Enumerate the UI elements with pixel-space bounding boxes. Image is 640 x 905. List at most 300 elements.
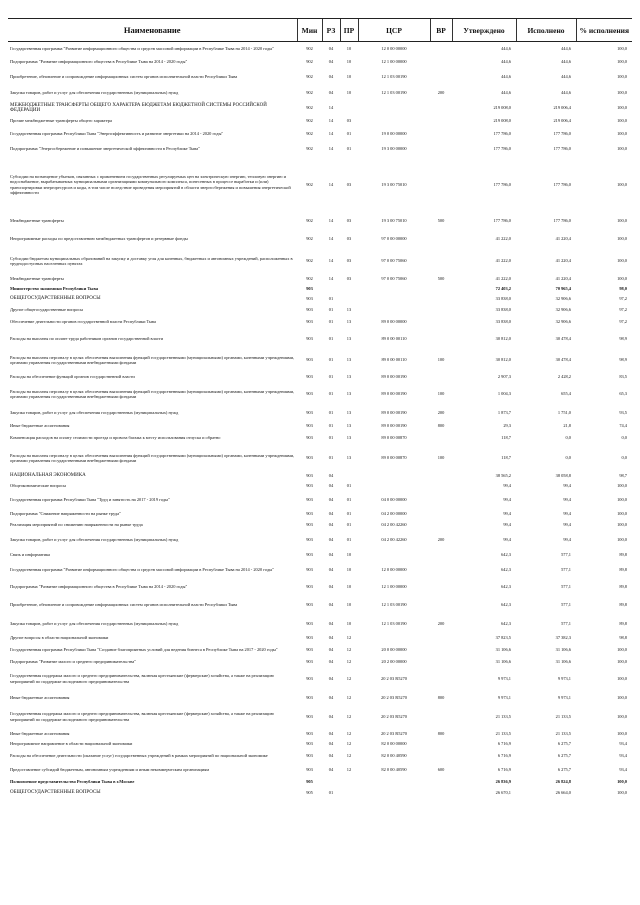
budget-table (8, 18, 632, 798)
cell-pr: 01 (346, 497, 352, 503)
cell-csr: 89 0 00 00190 (381, 422, 407, 428)
cell-name: Приобретение, обновление и сопровождение информационных систем органов исполнительной власти Республики Тыва (10, 602, 238, 608)
cell-name: МЕЖБЮДЖЕТНЫЕ ТРАНСФЕРТЫ ОБЩЕГО ХАРАКТЕРА БЮДЖЕТАМ БЮДЖЕТНОЙ СИСТЕМЫ РОССИЙСКОЙ ФЕДЕРАЦИИ (10, 102, 267, 113)
cell-executed: 37 382,3 (555, 634, 571, 640)
cell-vr (430, 633, 452, 643)
cell-vr (430, 230, 452, 248)
table-row (8, 116, 632, 127)
cell-csr: 82 0 00 40590 (381, 752, 407, 758)
cell-name: Связь и информатика (10, 552, 50, 558)
cell-csr (358, 305, 430, 315)
cell-percent: 100,0 (617, 118, 627, 124)
cell-name: Закупка товаров, работ и услуг для обеспечения государственных (муниципальных) нужд (10, 90, 179, 96)
table-row (8, 616, 632, 633)
cell-csr: 12 1 00 00000 (381, 583, 407, 589)
cell-csr (358, 101, 430, 116)
cell-approved: 31 106,6 (495, 658, 511, 664)
cell-percent: 100,0 (617, 497, 627, 503)
table-row (8, 739, 632, 749)
cell-name: Государственная поддержка малого и среднего предпринимательства, включая крестьянские (фермерские) хозяйства, а также на реализацию мероприятий по поддержке молодежного предпринимательства (10, 711, 274, 722)
cell-csr: 04 2 00 00000 (381, 511, 407, 517)
cell-pr: 01 (346, 483, 352, 489)
cell-name: Полномочное представительство Республики Тыва в г.Москве (10, 779, 135, 785)
cell-approved: 444,6 (501, 46, 511, 52)
cell-name: ОБЩЕГОСУДАРСТВЕННЫЕ ВОПРОСЫ (10, 296, 101, 302)
cell-executed: 177 786,0 (553, 181, 571, 187)
cell-approved: 219 008,0 (493, 105, 511, 111)
table-row (8, 157, 632, 213)
cell-percent: 89,8 (619, 552, 627, 558)
cell-pr: 01 (346, 522, 352, 528)
cell-name: Закупка товаров, работ и услуг для обеспечения государственных (муниципальных) нужд (10, 621, 179, 627)
cell-min: 902 (306, 105, 313, 111)
table-row (8, 248, 632, 275)
cell-name: Расходы на обеспечение деятельности (оказание услуг) государственных учреждений в рамках мероприятий по национальной экономике (10, 752, 268, 758)
cell-pr: 01 (346, 131, 352, 137)
cell-executed: 41 220,4 (555, 258, 571, 264)
cell-pr: 12 (346, 646, 352, 652)
cell-pr: 12 (346, 713, 352, 719)
cell-pr: 12 (346, 766, 352, 772)
cell-min: 903 (306, 422, 313, 428)
cell-rz: 04 (328, 566, 334, 572)
table-row (8, 561, 632, 579)
cell-executed: 577,1 (561, 552, 571, 558)
cell-vr (430, 116, 452, 127)
table-row (8, 729, 632, 739)
cell-rz: 14 (328, 181, 334, 187)
cell-rz: 14 (328, 218, 334, 224)
cell-percent: 0,0 (621, 455, 627, 461)
cell-approved: 21 133,5 (495, 730, 511, 736)
cell-pr: 10 (346, 74, 352, 80)
cell-percent: 100,0 (617, 46, 627, 52)
cell-min: 903 (306, 658, 313, 664)
cell-min: 903 (306, 602, 313, 608)
cell-min: 903 (306, 391, 313, 397)
cell-pr: 13 (346, 422, 352, 428)
cell-vr (430, 788, 452, 798)
cell-rz: 01 (328, 789, 334, 795)
cell-pr: 10 (346, 90, 352, 96)
cell-percent: 100,0 (617, 511, 627, 517)
cell-approved: 30 812,0 (495, 357, 511, 363)
cell-rz: 04 (328, 658, 334, 664)
cell-csr (358, 788, 430, 798)
cell-min: 903 (306, 336, 313, 342)
cell-percent: 100,0 (617, 218, 627, 224)
cell-min: 903 (306, 566, 313, 572)
cell-csr (358, 116, 430, 127)
cell-percent: 100,0 (617, 789, 627, 795)
cell-executed: 177 786,0 (553, 218, 571, 224)
cell-vr: 600 (437, 766, 445, 772)
cell-approved: 99,4 (503, 522, 511, 528)
cell-executed: 41 220,4 (555, 276, 571, 282)
cell-approved: 177 786,0 (493, 131, 511, 137)
cell-approved: 177 786,0 (493, 181, 511, 187)
cell-percent: 100,0 (617, 694, 627, 700)
cell-csr: 82 0 00 40590 (381, 766, 407, 772)
cell-approved: 21 133,5 (495, 713, 511, 719)
cell-min: 902 (306, 181, 313, 187)
cell-pr: 12 (346, 658, 352, 664)
cell-csr: 19 0 00 00000 (381, 131, 407, 137)
cell-rz: 04 (328, 740, 334, 746)
cell-min: 903 (306, 552, 313, 558)
cell-vr: 800 (437, 694, 445, 700)
cell-min: 903 (306, 646, 313, 652)
cell-approved: 642,3 (501, 583, 511, 589)
cell-executed: 21 133,5 (555, 713, 571, 719)
cell-min: 902 (306, 146, 313, 152)
cell-executed: 30 478,4 (555, 357, 571, 363)
cell-percent: 100,0 (617, 258, 627, 264)
cell-csr (358, 284, 430, 294)
cell-executed: 32 906,6 (555, 296, 571, 302)
cell-csr (358, 481, 430, 492)
header-pr: ПР (340, 19, 358, 42)
cell-approved: 38 565,2 (495, 472, 511, 478)
cell-approved: 72 403,2 (495, 285, 511, 291)
cell-percent: 97,2 (619, 306, 627, 312)
cell-executed: 444,6 (561, 59, 571, 65)
cell-min: 905 (306, 779, 313, 785)
cell-vr (430, 492, 452, 509)
cell-percent: 65,3 (619, 391, 627, 397)
cell-csr (358, 550, 430, 561)
cell-min: 902 (306, 131, 313, 137)
cell-vr: 800 (437, 730, 445, 736)
cell-min: 903 (306, 730, 313, 736)
cell-executed: 577,1 (561, 602, 571, 608)
cell-csr: 12 0 00 00000 (381, 566, 407, 572)
cell-executed: 99,4 (563, 537, 571, 543)
table-row (8, 349, 632, 372)
cell-executed: 444,6 (561, 90, 571, 96)
cell-vr: 500 (437, 276, 445, 282)
cell-vr: 500 (437, 218, 445, 224)
cell-csr (358, 777, 430, 788)
cell-executed: 219 006,4 (553, 118, 571, 124)
cell-percent: 100,0 (617, 105, 627, 111)
cell-vr: 200 (437, 90, 445, 96)
cell-executed: 41 220,4 (555, 235, 571, 241)
cell-percent: 100,0 (617, 235, 627, 241)
cell-percent: 98,8 (619, 634, 627, 640)
cell-rz: 04 (328, 74, 334, 80)
cell-approved: 219 008,0 (493, 118, 511, 124)
cell-pr: 13 (346, 455, 352, 461)
cell-pr: 03 (346, 181, 352, 187)
cell-name: Расходы на выплаты по оплате труда работников органов государственной власти (10, 336, 163, 342)
cell-vr (430, 284, 452, 294)
cell-csr: 89 0 00 00110 (381, 357, 407, 363)
table-row (8, 509, 632, 520)
cell-vr (430, 749, 452, 763)
table-row (8, 421, 632, 431)
cell-min: 903 (306, 522, 313, 528)
cell-csr: 89 0 00 00190 (381, 410, 407, 416)
table-row (8, 213, 632, 230)
cell-percent: 100,0 (617, 90, 627, 96)
cell-percent: 100,0 (617, 646, 627, 652)
cell-rz: 04 (328, 46, 334, 52)
cell-percent: 100,0 (617, 658, 627, 664)
cell-vr (430, 643, 452, 657)
cell-csr: 97 0 00 75060 (381, 258, 407, 264)
cell-rz: 04 (328, 694, 334, 700)
cell-name: Субсидии бюджетам муниципальных образований на закупку и доставку угля для казенных, бюджетных и автономных учреждений, расположенных в труднодоступных населенных пунктах (10, 255, 293, 266)
cell-vr: 200 (437, 410, 445, 416)
cell-rz: 04 (328, 511, 334, 517)
cell-min: 903 (306, 752, 313, 758)
cell-percent: 100,0 (617, 537, 627, 543)
cell-csr: 20 2 03 R5270 (381, 730, 407, 736)
cell-csr (358, 471, 430, 481)
cell-percent: 89,8 (619, 621, 627, 627)
cell-min: 903 (306, 713, 313, 719)
cell-rz: 01 (328, 410, 334, 416)
header-csr: ЦСР (358, 19, 430, 42)
cell-approved: 6 716,9 (497, 752, 511, 758)
cell-name: Закупка товаров, работ и услуг для обеспечения государственных (муниципальных) нужд (10, 410, 179, 416)
cell-min: 903 (306, 435, 313, 441)
cell-csr: 89 0 00 00190 (381, 374, 407, 380)
cell-percent: 100,0 (617, 730, 627, 736)
cell-pr: 10 (346, 621, 352, 627)
cell-percent: 98,0 (619, 285, 627, 291)
cell-executed: 577,1 (561, 583, 571, 589)
cell-name: Непрограммные расходы по предоставлению межбюджетных трансфертов и резервные фонды (10, 235, 188, 241)
cell-name: Государственная программа "Развитие информационного общества и средств массовой информации в Республике Тыва на 2014 - 2020 годы" (10, 566, 274, 572)
cell-pr: 12 (346, 730, 352, 736)
cell-vr (430, 667, 452, 691)
cell-min: 903 (306, 740, 313, 746)
cell-executed: 99,4 (563, 483, 571, 489)
cell-name: Компенсация расходов на оплату стоимости проезда и провоза багажа к месту использования отпуска и обратно (10, 435, 221, 441)
cell-vr (430, 657, 452, 667)
cell-approved: 31 106,6 (495, 646, 511, 652)
cell-approved: 29,3 (503, 422, 511, 428)
table-row (8, 579, 632, 595)
cell-percent: 89,8 (619, 583, 627, 589)
cell-percent: 100,0 (617, 74, 627, 80)
cell-vr (430, 248, 452, 275)
cell-min: 903 (306, 497, 313, 503)
cell-pr: 12 (346, 752, 352, 758)
cell-pr: 03 (346, 258, 352, 264)
cell-pr: 12 (346, 694, 352, 700)
cell-csr: 12 1 03 00190 (381, 621, 407, 627)
table-row (8, 705, 632, 729)
cell-pr: 10 (346, 46, 352, 52)
table-row (8, 691, 632, 705)
cell-min: 903 (306, 511, 313, 517)
cell-min: 903 (306, 483, 313, 489)
cell-vr (430, 42, 452, 56)
cell-min: 902 (306, 235, 313, 241)
cell-executed: 6 275,7 (557, 752, 571, 758)
cell-approved: 444,6 (501, 59, 511, 65)
cell-min: 903 (306, 537, 313, 543)
cell-approved: 41 222,0 (495, 258, 511, 264)
cell-vr: 100 (437, 357, 445, 363)
cell-name: Приобретение, обновление и сопровождение информационных систем органов исполнительной власти Республики Тыва (10, 74, 238, 80)
cell-pr: 03 (346, 276, 352, 282)
cell-approved: 37 823,5 (495, 634, 511, 640)
cell-pr: 13 (346, 336, 352, 342)
cell-rz: 01 (328, 422, 334, 428)
table-row (8, 492, 632, 509)
cell-approved: 9 973,1 (497, 675, 511, 681)
cell-approved: 9 973,1 (497, 694, 511, 700)
header-min: Мин (297, 19, 322, 42)
cell-rz: 04 (328, 497, 334, 503)
cell-min: 903 (306, 766, 313, 772)
cell-approved: 642,3 (501, 602, 511, 608)
cell-vr (430, 550, 452, 561)
cell-csr: 04 2 00 42260 (381, 537, 407, 543)
cell-approved: 177 786,0 (493, 218, 511, 224)
cell-executed: 0,0 (565, 455, 571, 461)
cell-executed: 31 106,6 (555, 646, 571, 652)
cell-csr: 12 0 00 00000 (381, 46, 407, 52)
cell-rz: 14 (328, 118, 334, 124)
cell-csr (358, 633, 430, 643)
cell-percent: 0,0 (621, 435, 627, 441)
cell-percent: 93,4 (619, 752, 627, 758)
cell-approved: 642,3 (501, 621, 511, 627)
cell-min: 903 (306, 285, 313, 291)
cell-csr: 12 1 03 00190 (381, 74, 407, 80)
table-row (8, 431, 632, 446)
cell-csr: 20 2 03 R5270 (381, 694, 407, 700)
cell-name: ОБЩЕГОСУДАРСТВЕННЫЕ ВОПРОСЫ (10, 789, 101, 795)
cell-approved: 33 838,0 (495, 296, 511, 302)
cell-name: Подпрограмма "Снижение напряженности на рынке труда" (10, 511, 121, 517)
cell-approved: 2 907,3 (497, 374, 511, 380)
table-row (8, 69, 632, 86)
cell-name: Общеэкономические вопросы (10, 483, 67, 489)
cell-vr (430, 142, 452, 157)
cell-rz: 01 (328, 455, 334, 461)
cell-name: Министерство экономики Республики Тыва (10, 285, 99, 291)
cell-pr: 13 (346, 410, 352, 416)
cell-name: Закупка товаров, работ и услуг для обеспечения государственных (муниципальных) нужд (10, 537, 179, 543)
cell-approved: 6 716,9 (497, 740, 511, 746)
cell-executed: 70 965,4 (555, 285, 571, 291)
cell-rz: 14 (328, 276, 334, 282)
table-row (8, 481, 632, 492)
cell-pr: 03 (346, 118, 352, 124)
cell-min: 903 (306, 694, 313, 700)
cell-vr (430, 69, 452, 86)
table-row (8, 788, 632, 798)
cell-rz (322, 284, 340, 294)
cell-rz: 04 (328, 602, 334, 608)
cell-percent: 97,2 (619, 296, 627, 302)
table-row (8, 643, 632, 657)
cell-executed: 444,6 (561, 46, 571, 52)
cell-vr (430, 330, 452, 349)
cell-approved: 41 222,0 (495, 235, 511, 241)
cell-rz: 01 (328, 391, 334, 397)
cell-rz: 04 (328, 552, 334, 558)
table-row (8, 777, 632, 788)
cell-csr: 12 1 00 00000 (381, 59, 407, 65)
cell-min: 903 (306, 455, 313, 461)
cell-min: 903 (306, 319, 313, 325)
cell-pr (340, 101, 358, 116)
cell-rz: 01 (328, 319, 334, 325)
cell-rz (322, 777, 340, 788)
table-row (8, 275, 632, 284)
cell-name: Непрограммное направление в области национальной экономики (10, 740, 133, 746)
table-row (8, 657, 632, 667)
cell-name: Другие общегосударственные вопросы (10, 306, 84, 312)
cell-pr: 03 (346, 218, 352, 224)
cell-min: 902 (306, 218, 313, 224)
cell-rz: 14 (328, 105, 334, 111)
cell-pr (340, 777, 358, 788)
cell-rz: 01 (328, 435, 334, 441)
cell-rz: 04 (328, 537, 334, 543)
cell-vr (430, 705, 452, 729)
cell-vr: 100 (437, 391, 445, 397)
cell-rz: 04 (328, 483, 334, 489)
cell-vr (430, 56, 452, 69)
cell-min: 903 (306, 410, 313, 416)
cell-csr: 89 0 00 00110 (381, 336, 407, 342)
cell-csr: 20 2 03 R5270 (381, 675, 407, 681)
table-row (8, 763, 632, 777)
cell-name: Расходы на выплаты персоналу в целях обеспечения выполнения функций государственными (муниципальными) органами, казенными учреждениями, органами управления государственными внебюджетными фондами (10, 354, 295, 365)
cell-name: Подпрограмма "Энергосбережение и повышение энергетической эффективности в Республике Тыва" (10, 146, 200, 152)
cell-csr: 20 2 03 R5270 (381, 713, 407, 719)
cell-pr: 13 (346, 435, 352, 441)
cell-executed: 32 906,6 (555, 306, 571, 312)
cell-min: 903 (306, 675, 313, 681)
header-rz: РЗ (322, 19, 340, 42)
table-row (8, 471, 632, 481)
cell-pr (340, 284, 358, 294)
cell-csr: 19 3 00 75010 (381, 218, 407, 224)
cell-vr: 100 (437, 455, 445, 461)
cell-approved: 1 004,3 (497, 391, 511, 397)
cell-rz: 01 (328, 374, 334, 380)
cell-csr: 89 0 00 00870 (381, 435, 407, 441)
cell-pr: 10 (346, 566, 352, 572)
table-row (8, 42, 632, 56)
cell-min: 902 (306, 46, 313, 52)
cell-executed: 219 006,4 (553, 105, 571, 111)
cell-rz: 14 (328, 146, 334, 152)
table-row (8, 446, 632, 471)
cell-name: Подпрограмма "Развитие информационного общества в Республике Тыва на 2014 - 2020 годы" (10, 583, 188, 589)
cell-executed: 21 133,5 (555, 730, 571, 736)
cell-approved: 99,4 (503, 511, 511, 517)
cell-name: Предоставление субсидий бюджетным, автономным учреждениям и иным некоммерческим организациям (10, 766, 210, 772)
cell-name: Подпрограмма "Развитие информационного общества в Республике Тыва на 2014 - 2020 годы" (10, 59, 188, 65)
cell-executed: 655,4 (561, 391, 571, 397)
cell-executed: 577,1 (561, 566, 571, 572)
cell-name: Межбюджетные трансферты (10, 218, 64, 224)
cell-vr (430, 471, 452, 481)
cell-vr: 200 (437, 621, 445, 627)
cell-percent: 74,4 (619, 422, 627, 428)
table-body (8, 42, 632, 798)
